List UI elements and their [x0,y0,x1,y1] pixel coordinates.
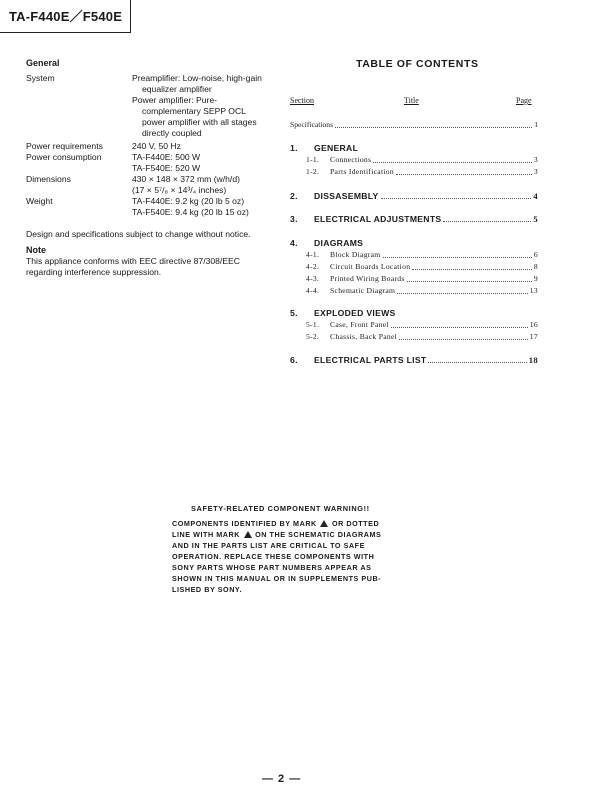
toc-section-2[interactable]: 2. DISSASEMBLY 4 [290,191,538,201]
warning-line-6: SHOWN IN THIS MANUAL OR IN SUPPLEMENTS PUB- [172,574,382,583]
toc-section-6[interactable]: 6. ELECTRICAL PARTS LIST 18 [290,355,538,365]
toc-specifications[interactable]: Specifications 1 [290,120,538,129]
power-req-label: Power requirements [26,141,103,151]
toc-section-3[interactable]: 3. ELECTRICAL ADJUSTMENTS 5 [290,214,538,224]
system-line-3: Power amplifier: Pure- [132,95,218,105]
note-line-1: This appliance conforms with EEC directive 87/308/EEC [26,256,240,266]
caution-mark-icon [244,531,252,538]
toc-col-page: Page [516,96,532,105]
dimensions-label: Dimensions [26,174,71,184]
system-line-1: Preamplifier: Low-noise, high-gain [132,73,262,83]
weight-line-2: TA-F540E: 9.4 kg (20 lb 15 oz) [132,207,249,217]
caution-mark-icon [320,520,328,527]
system-label: System [26,73,55,83]
design-note: Design and specifications subject to change without notice. [26,229,251,239]
weight-label: Weight [26,196,53,206]
warning-line-2: LINE WITH MARK ON THE SCHEMATIC DIAGRAMS [172,530,382,539]
toc-col-title: Title [404,96,419,105]
toc-item-5-1[interactable]: 5-1. Case, Front Panel 16 [306,320,538,329]
power-req-value: 240 V, 50 Hz [132,141,181,151]
toc-item-1-2[interactable]: 1-2. Parts Identification 3 [306,167,538,176]
system-line-5: power amplifier with all stages [142,117,257,127]
warning-line-7: LISHED BY SONY. [172,585,243,594]
page-number: — 2 — [262,773,302,785]
model-tag [0,0,131,33]
power-cons-label: Power consumption [26,152,102,162]
warning-title: SAFETY-RELATED COMPONENT WARNING!! [191,504,370,513]
general-heading: General [26,58,60,68]
power-cons-line-2: TA-F540E: 520 W [132,163,201,173]
toc-item-5-2[interactable]: 5-2. Chassis, Back Panel 17 [306,332,538,341]
warning-line-1: COMPONENTS IDENTIFIED BY MARK OR DOTTED [172,519,380,528]
toc-item-4-4[interactable]: 4-4. Schematic Diagram 13 [306,286,538,295]
toc-section-5[interactable]: 5. EXPLODED VIEWS [290,308,396,318]
warning-line-5: SONY PARTS WHOSE PART NUMBERS APPEAR AS [172,563,372,572]
toc-item-4-2[interactable]: 4-2. Circuit Boards Location 8 [306,262,538,271]
dimensions-line-1: 430 × 148 × 372 mm (w/h/d) [132,174,240,184]
toc-item-1-1[interactable]: 1-1. Connections 3 [306,155,538,164]
system-line-6: directly coupled [142,128,202,138]
system-line-2: equalizer amplifier [142,84,212,94]
model-title: TA-F440E／F540E [9,9,123,24]
power-cons-line-1: TA-F440E: 500 W [132,152,201,162]
toc-section-1[interactable]: 1. GENERAL [290,143,359,153]
system-line-4: complementary SEPP OCL [142,106,246,116]
note-line-2: regarding interference suppression. [26,267,162,277]
weight-line-1: TA-F440E: 9.2 kg (20 lb 5 oz) [132,196,245,206]
warning-line-4: OPERATION. REPLACE THESE COMPONENTS WITH [172,552,375,561]
toc-item-4-1[interactable]: 4-1. Block Diagram 6 [306,250,538,259]
warning-line-3: AND IN THE PARTS LIST ARE CRITICAL TO SAFE [172,541,365,550]
toc-section-4[interactable]: 4. DIAGRAMS [290,238,364,248]
toc-item-4-3[interactable]: 4-3. Printed Wiring Boards 9 [306,274,538,283]
toc-col-section: Section [290,96,314,105]
toc-title: TABLE OF CONTENTS [356,58,479,70]
dimensions-line-2: (17 × 5⁷/₈ × 14³/₄ inches) [132,185,227,195]
note-heading: Note [26,245,46,255]
